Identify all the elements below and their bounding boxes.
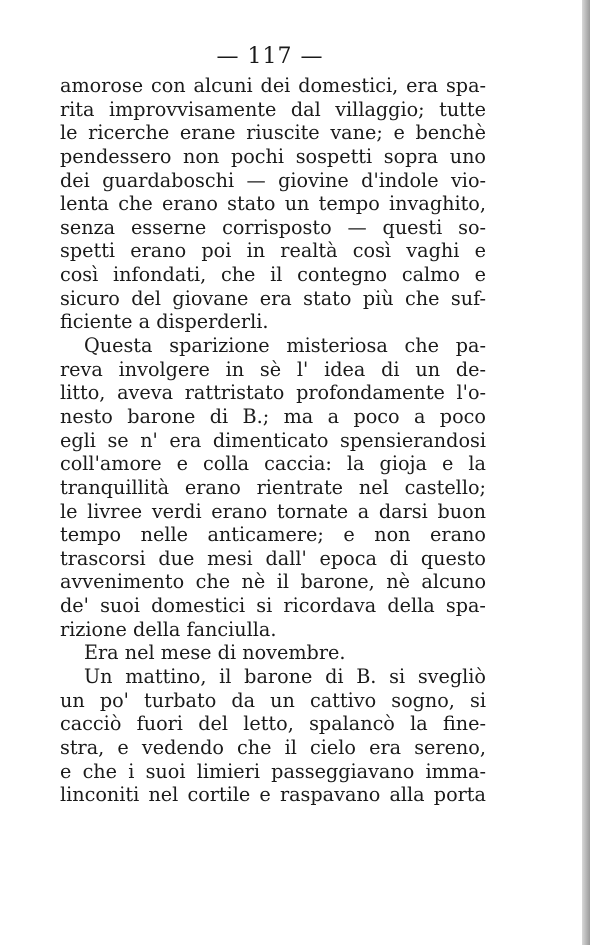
text-line: trascorsi due mesi dall' epoca di questo — [60, 546, 486, 570]
text-line: Un mattino, il barone di B. si svegliò — [84, 665, 486, 689]
text-line: pendessero non pochi sospetti sopra uno — [60, 144, 486, 168]
page-number: — 117 — — [216, 44, 324, 69]
text-line: un po' turbato da un cattivo sogno, si — [60, 688, 486, 712]
text-line: ficiente a disperderli. — [60, 310, 269, 334]
text-line: reva involgere in sè l' idea di un de- — [60, 357, 486, 381]
text-line: le livree verdi erano tornate a darsi buon — [60, 499, 486, 523]
text-line: tempo nelle anticamere; e non erano — [60, 523, 486, 547]
text-line: cacciò fuori del letto, spalancò la fine- — [60, 712, 486, 736]
text-line: amorose con alcuni dei domestici, era spa- — [60, 74, 486, 97]
text-line: così infondati, che il contegno calmo e — [60, 263, 486, 287]
text-line: tranquillità erano rientrate nel castello; — [60, 475, 486, 499]
text-line: stra, e vedendo che il cielo era sereno, — [60, 735, 486, 759]
body-text — [60, 74, 486, 807]
page-edge-shadow — [582, 0, 590, 945]
text-line: avvenimento che nè il barone, nè alcuno — [60, 570, 486, 594]
text-line: senza esserne corrisposto — questi so- — [60, 215, 486, 239]
text-line: le ricerche erane riuscite vane; e benchè — [60, 121, 486, 145]
text-line: rita improvvisamente dal villaggio; tutte — [60, 97, 486, 121]
text-line: egli se n' era dimenticato spensierandosi — [60, 428, 486, 452]
text-line: Era nel mese di novembre. — [84, 641, 346, 665]
text-line: coll'amore e colla caccia: la gioja e la — [60, 452, 486, 476]
text-line: e che i suoi limieri passeggiavano imma- — [60, 759, 486, 783]
text-line: nesto barone di B.; ma a poco a poco — [60, 404, 486, 428]
text-line: lenta che erano stato un tempo invaghito, — [60, 192, 486, 216]
text-line: linconiti nel cortile e raspavano alla porta — [60, 783, 486, 807]
text-line: Questa sparizione misteriosa che pa- — [84, 334, 486, 358]
text-line: sicuro del giovane era stato più che suf- — [60, 286, 486, 310]
text-line: spetti erano poi in realtà così vaghi e — [60, 239, 486, 263]
text-line: litto, aveva rattristato profondamente l'o- — [60, 381, 486, 405]
text-line: de' suoi domestici si ricordava della spa- — [60, 594, 486, 618]
text-line: rizione della fanciulla. — [60, 617, 277, 641]
text-line: dei guardaboschi — giovine d'indole vio- — [60, 168, 486, 192]
